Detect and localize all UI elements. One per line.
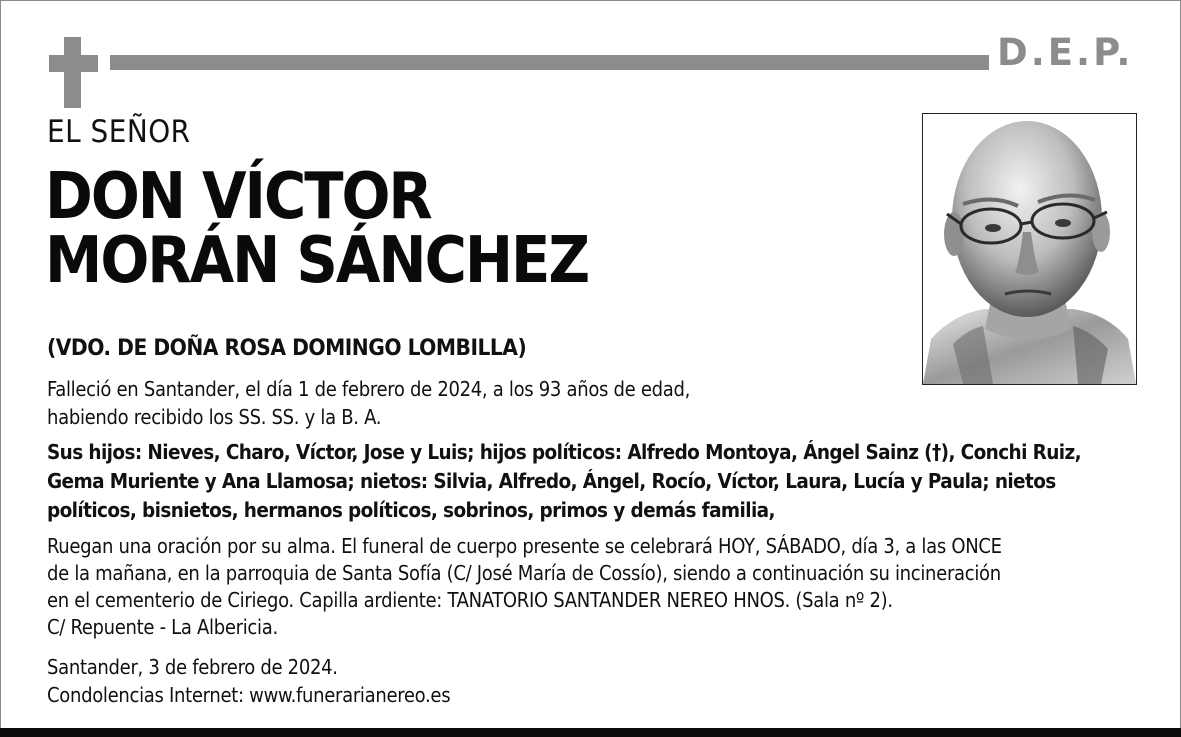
place-date: Santander, 3 de febrero de 2024.: [47, 655, 338, 679]
deceased-name: [45, 160, 589, 298]
widower-note: (VDO. DE DOÑA ROSA DOMINGO LOMBILLA): [47, 335, 527, 361]
bottom-bar: [0, 728, 1181, 737]
service-line-4: C/ Repuente - La Albericia.: [47, 615, 278, 639]
condolences-link: Condolencias Internet: www.funerarianereo.es: [47, 683, 451, 707]
name-line-1: DON VÍCTOR: [45, 160, 431, 234]
name-line-2: MORÁN SÁNCHEZ: [45, 224, 589, 298]
service-line-1: Ruegan una oración por su alma. El funeral de cuerpo presente se celebrará HOY, SÁBADO, día 3, a las ONCE: [47, 534, 1002, 558]
death-line-2: habiendo recibido los SS. SS. y la B. A.: [47, 405, 382, 429]
service-line-2: de la mañana, en la parroquia de Santa Sofía (C/ José María de Cossío), siendo a continuación su incineración: [47, 561, 1001, 585]
cross-icon: [64, 37, 81, 108]
service-line-3: en el cementerio de Ciriego. Capilla ardiente: TANATORIO SANTANDER NEREO HNOS. (Sala nº 2).: [47, 588, 893, 612]
family-list: [47, 438, 1147, 525]
family-line-2: Gema Muriente y Ana Llamosa; nietos: Silvia, Alfredo, Ángel, Rocío, Víctor, Laura, Lucía y Paula; nietos: [47, 469, 1056, 493]
death-announcement: [47, 375, 690, 431]
family-line-3: políticos, bisnietos, hermanos políticos, sobrinos, primos y demás familia,: [47, 498, 775, 522]
dep-mark: D.E.P.: [997, 31, 1134, 74]
service-details: [47, 533, 1157, 641]
closing: [47, 653, 450, 709]
cross-icon-bar: [49, 55, 98, 72]
death-line-1: Falleció en Santander, el día 1 de febrero de 2024, a los 93 años de edad,: [47, 377, 690, 401]
honorific: EL SEÑOR: [47, 114, 191, 150]
header-rule: [110, 55, 989, 70]
family-line-1: Sus hijos: Nieves, Charo, Víctor, Jose y Luis; hijos políticos: Alfredo Montoya, Ángel Sainz (†), Conchi Ruiz,: [47, 440, 1082, 464]
portrait-photo: [922, 113, 1137, 385]
